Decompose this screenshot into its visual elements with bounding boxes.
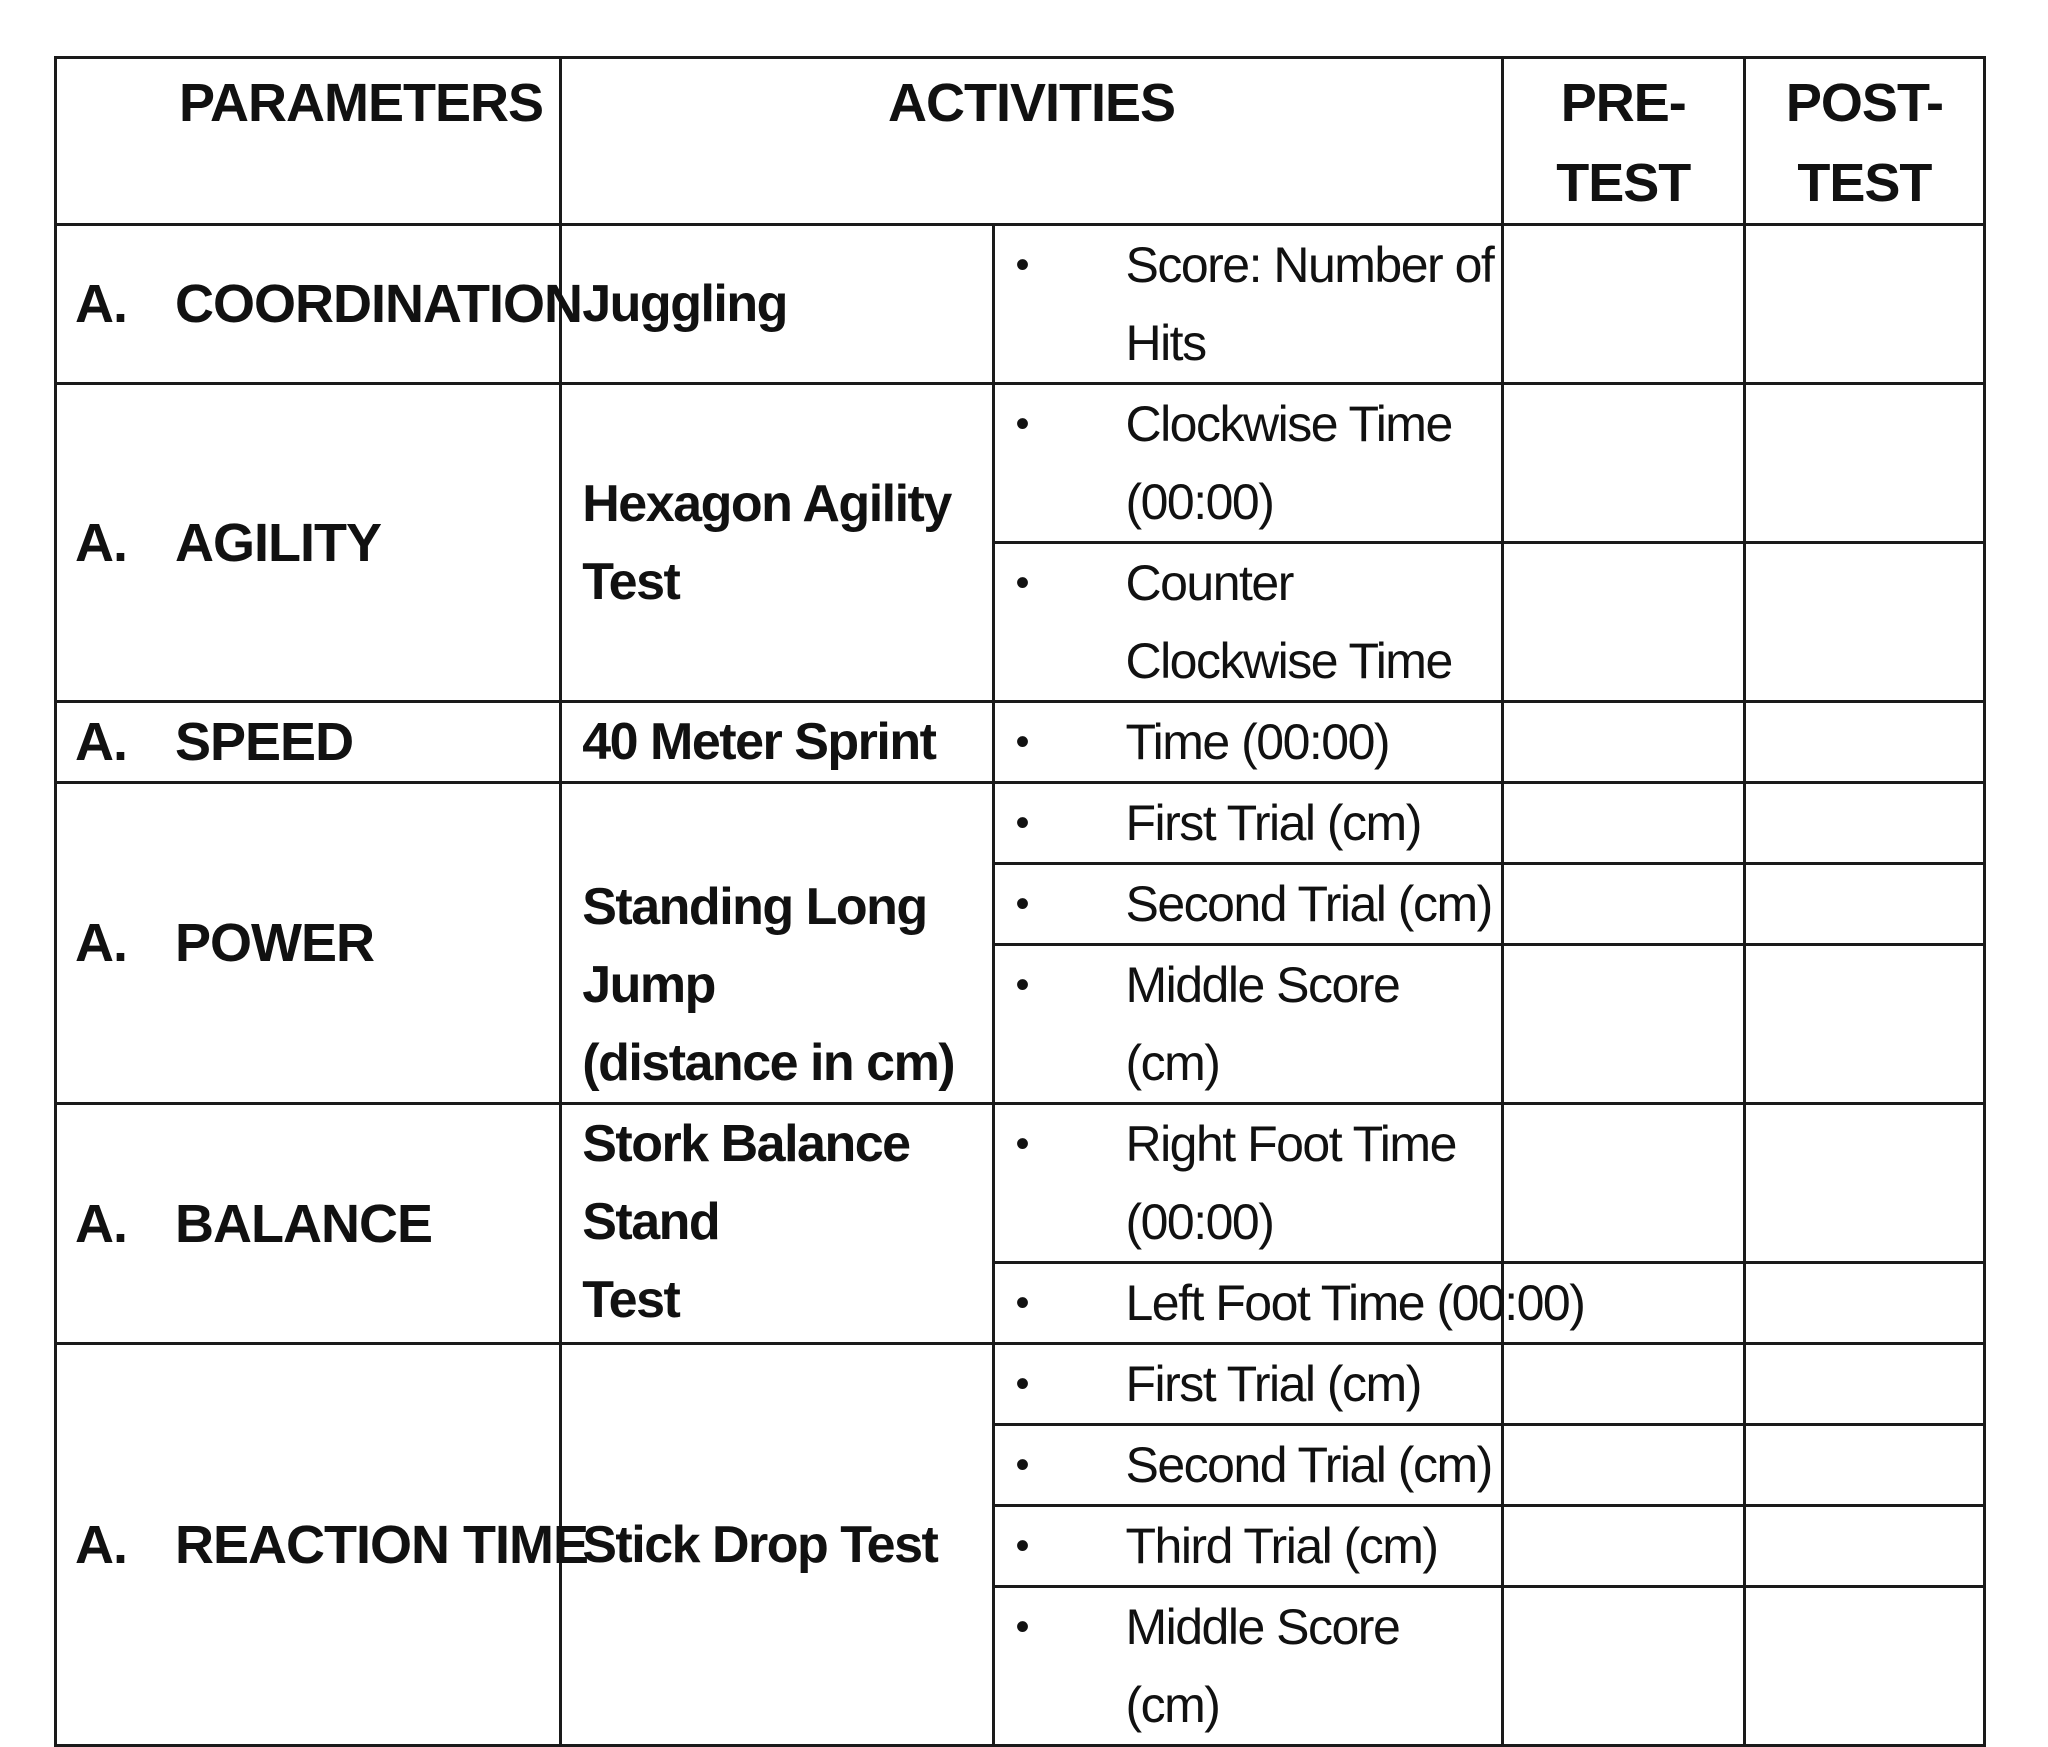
pre-test-cell[interactable] — [1502, 702, 1744, 783]
pre-test-cell[interactable] — [1502, 384, 1744, 543]
parameter-cell: A. COORDINATION — [56, 225, 561, 384]
bullet-icon: • — [1015, 882, 1028, 926]
pre-test-cell[interactable] — [1502, 1425, 1744, 1506]
post-test-cell[interactable] — [1744, 1425, 1984, 1506]
measure-cell: • Middle Score (cm) — [994, 945, 1502, 1104]
header-pre-test: PRE-TEST — [1502, 58, 1744, 225]
activity-cell: Hexagon Agility Test — [561, 384, 994, 702]
parameter-cell: A. BALANCE — [56, 1104, 561, 1344]
pre-test-cell[interactable] — [1502, 783, 1744, 864]
measure-cell: • Score: Number of Hits — [994, 225, 1502, 384]
bullet-icon: • — [1015, 801, 1028, 845]
bullet-icon: • — [1015, 720, 1028, 764]
measure-cell: • Time (00:00) — [994, 702, 1502, 783]
bullet-icon: • — [1015, 1443, 1028, 1487]
pre-test-cell[interactable] — [1502, 1587, 1744, 1746]
post-test-cell[interactable] — [1744, 1263, 1984, 1344]
activity-cell: Stick Drop Test — [561, 1344, 994, 1746]
pre-test-cell[interactable] — [1502, 1104, 1744, 1263]
table-row-balance — [56, 1104, 1985, 1263]
header-parameters: PARAMETERS — [56, 58, 561, 225]
table-row-agility — [56, 384, 1985, 543]
parameter-cell: A. SPEED — [56, 702, 561, 783]
measure-cell: • Right Foot Time (00:00) — [994, 1104, 1502, 1263]
post-test-cell[interactable] — [1744, 945, 1984, 1104]
bullet-icon: • — [1015, 1122, 1028, 1166]
pre-test-cell[interactable] — [1502, 864, 1744, 945]
measure-cell: • First Trial (cm) — [994, 1344, 1502, 1425]
post-test-cell[interactable] — [1744, 225, 1984, 384]
bullet-icon: • — [1015, 1524, 1028, 1568]
parameter-cell: A. REACTION TIME — [56, 1344, 561, 1746]
bullet-icon: • — [1015, 402, 1028, 446]
pre-test-cell[interactable] — [1502, 945, 1744, 1104]
measure-cell: • First Trial (cm) — [994, 783, 1502, 864]
bullet-icon: • — [1015, 1281, 1028, 1325]
post-test-cell[interactable] — [1744, 1344, 1984, 1425]
header-post-test-line2: TEST — [1797, 153, 1932, 213]
header-post-test — [1744, 58, 1984, 225]
measure-cell: • Second Trial (cm) — [994, 864, 1502, 945]
table-row-reaction-time — [56, 1344, 1985, 1425]
post-test-cell[interactable] — [1744, 384, 1984, 543]
activity-line: (distance in cm) — [582, 1034, 955, 1092]
post-test-cell[interactable] — [1744, 1506, 1984, 1587]
activity-line: Standing Long Jump — [582, 878, 927, 1014]
post-test-cell[interactable] — [1744, 702, 1984, 783]
table-row-speed — [56, 702, 1985, 783]
header-activities: ACTIVITIES — [561, 58, 1502, 225]
post-test-cell[interactable] — [1744, 864, 1984, 945]
activity-line: Stork Balance Stand — [582, 1115, 910, 1251]
fitness-test-table — [54, 56, 1986, 1747]
pre-test-cell[interactable] — [1502, 1506, 1744, 1587]
activity-cell — [561, 783, 994, 1104]
post-test-cell[interactable] — [1744, 783, 1984, 864]
activity-cell: 40 Meter Sprint — [561, 702, 994, 783]
parameter-cell: A. POWER — [56, 783, 561, 1104]
measure-cell: • Counter Clockwise Time — [994, 543, 1502, 702]
pre-test-cell[interactable] — [1502, 1344, 1744, 1425]
measure-cell: • Middle Score (cm) — [994, 1587, 1502, 1746]
header-post-test-line1: POST- — [1785, 73, 1943, 133]
measure-cell: • Clockwise Time (00:00) — [994, 384, 1502, 543]
post-test-cell[interactable] — [1744, 543, 1984, 702]
bullet-icon: • — [1015, 243, 1028, 287]
measure-cell: • Second Trial (cm) — [994, 1425, 1502, 1506]
bullet-icon: • — [1015, 1605, 1028, 1649]
activity-cell: Juggling — [561, 225, 994, 384]
bullet-icon: • — [1015, 963, 1028, 1007]
parameter-cell: A. AGILITY — [56, 384, 561, 702]
measure-cell: • Left Foot Time (00:00) — [994, 1263, 1502, 1344]
bullet-icon: • — [1015, 561, 1028, 605]
bullet-icon: • — [1015, 1362, 1028, 1406]
activity-cell — [561, 1104, 994, 1344]
table-row-coordination — [56, 225, 1985, 384]
table-row-power — [56, 783, 1985, 864]
measure-cell: • Third Trial (cm) — [994, 1506, 1502, 1587]
pre-test-cell[interactable] — [1502, 543, 1744, 702]
activity-line: Test — [582, 1271, 680, 1329]
post-test-cell[interactable] — [1744, 1104, 1984, 1263]
pre-test-cell[interactable] — [1502, 225, 1744, 384]
post-test-cell[interactable] — [1744, 1587, 1984, 1746]
